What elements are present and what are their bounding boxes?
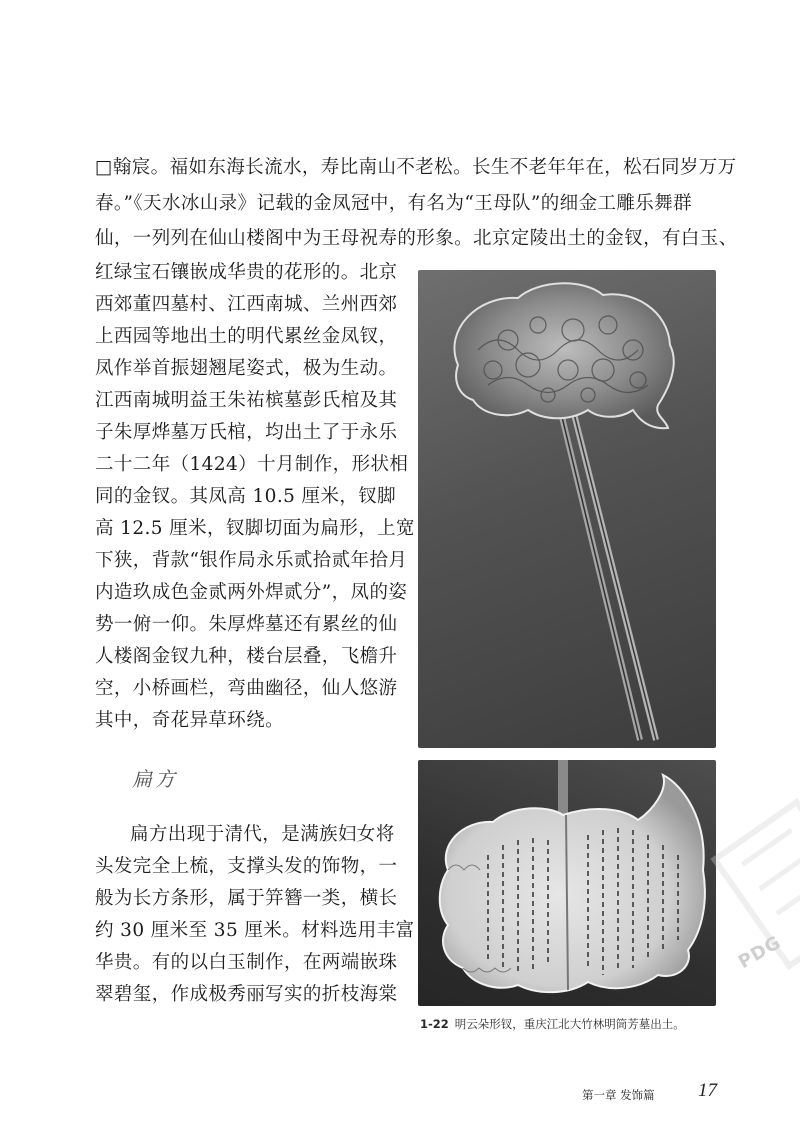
text-line: 其中，奇花异草环绕。: [95, 710, 285, 731]
text-line: 下狭，背款“银作局永乐贰拾贰年拾月: [95, 550, 408, 571]
hairpin-back-illustration: [418, 760, 716, 1006]
text-line: 人楼阁金钗九种，楼台层叠，飞檐升: [95, 646, 398, 667]
watermark-text: PDG: [734, 931, 786, 974]
text-line: 仙，一列列在仙山楼阁中为王母祝寿的形象。北京定陵出土的金钗，有白玉、: [95, 228, 738, 249]
text-line: 空，小桥画栏，弯曲幽径，仙人悠游: [95, 678, 398, 699]
text-line: 华贵。有的以白玉制作，在两端嵌珠: [95, 952, 398, 973]
text-line: 约 30 厘米至 35 厘米。材料选用丰富: [95, 920, 415, 941]
text-line: 内造玖成色金贰两外焊贰分”，凤的姿: [95, 582, 408, 603]
hairpin-front-illustration: [418, 270, 716, 748]
page-number: 17: [698, 1080, 717, 1101]
text-line: 江西南城明益王朱祐槟墓彭氏棺及其: [95, 390, 398, 411]
text-line: 同的金钗。其凤高 10.5 厘米，钗脚: [95, 486, 397, 507]
figure-caption-text: 明云朵形钗，重庆江北大竹林明筒芳墓出土。: [454, 1017, 685, 1031]
text-line: 翠碧玺，作成极秀丽写实的折枝海棠: [95, 984, 398, 1005]
text-line: □翰宸。福如东海长流水，寿比南山不老松。长生不老年年在，松石同岁万万: [95, 157, 737, 178]
figure-number: 1-22: [420, 1017, 449, 1031]
running-footer: 第一章 发饰篇: [582, 1088, 655, 1102]
text-line: 上西园等地出土的明代累丝金凤钗，: [95, 326, 398, 347]
text-line: 春。”《天水冰山录》记载的金凤冠中，有名为“王母队”的细金工雕乐舞群: [95, 193, 692, 214]
hairpin-photo-back: [418, 760, 716, 1006]
text-line: 扁方出现于清代，是满族妇女将: [130, 824, 395, 845]
text-line: 西郊董四墓村、江西南城、兰州西郊: [95, 294, 398, 315]
text-line: 般为长方条形，属于笄簪一类，横长: [95, 888, 398, 909]
text-line: 红绿宝石镶嵌成华贵的花形的。北京: [95, 262, 398, 283]
hairpin-photo-front: [418, 270, 716, 748]
text-line: 二十二年（1424）十月制作，形状相: [95, 454, 409, 475]
text-line: 高 12.5 厘米，钗脚切面为扁形，上宽: [95, 518, 415, 539]
section-heading: 扁方: [132, 767, 178, 791]
figure-caption: [420, 1016, 685, 1032]
text-line: 子朱厚烨墓万氏棺，均出土了于永乐: [95, 422, 398, 443]
text-line: 凤作举首振翅翘尾姿式，极为生动。: [95, 358, 398, 379]
text-line: 头发完全上梳，支撑头发的饰物，一: [95, 856, 398, 877]
text-line: 势一俯一仰。朱厚烨墓还有累丝的仙: [95, 614, 398, 635]
